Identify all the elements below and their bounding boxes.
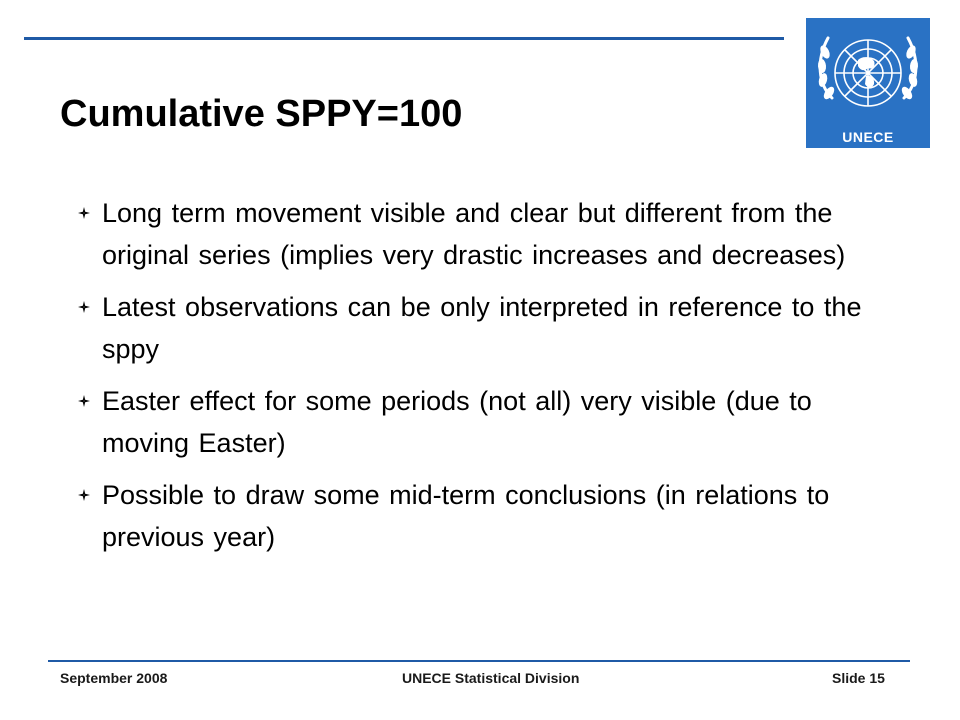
footer-slide-number: Slide 15 [832,670,885,686]
bullet-item [78,474,878,558]
bullet-text: Possible to draw some mid-term conclusions (in relations to previous year) [102,480,830,552]
slide-title: Cumulative SPPY=100 [60,93,463,135]
bullet-text: Easter effect for some periods (not all) very visible (due to moving Easter) [102,386,812,458]
diamond-bullet-icon [78,301,90,313]
logo-wordmark: UNECE [842,129,894,145]
bullet-item [78,192,878,276]
bullet-list [78,192,878,568]
footer-organization: UNECE Statistical Division [402,670,580,686]
bullet-text: Long term movement visible and clear but different from the original series (implies very drastic increases and decreases) [102,198,846,270]
footer-date: September 2008 [60,670,168,686]
diamond-bullet-icon [78,395,90,407]
un-emblem-icon [806,18,930,130]
diamond-bullet-icon [78,207,90,219]
footer-divider [48,660,910,662]
bullet-item [78,380,878,464]
top-divider [24,37,784,40]
bullet-item [78,286,878,370]
unece-logo [806,18,930,148]
diamond-bullet-icon [78,489,90,501]
bullet-text: Latest observations can be only interpreted in reference to the sppy [102,292,862,364]
